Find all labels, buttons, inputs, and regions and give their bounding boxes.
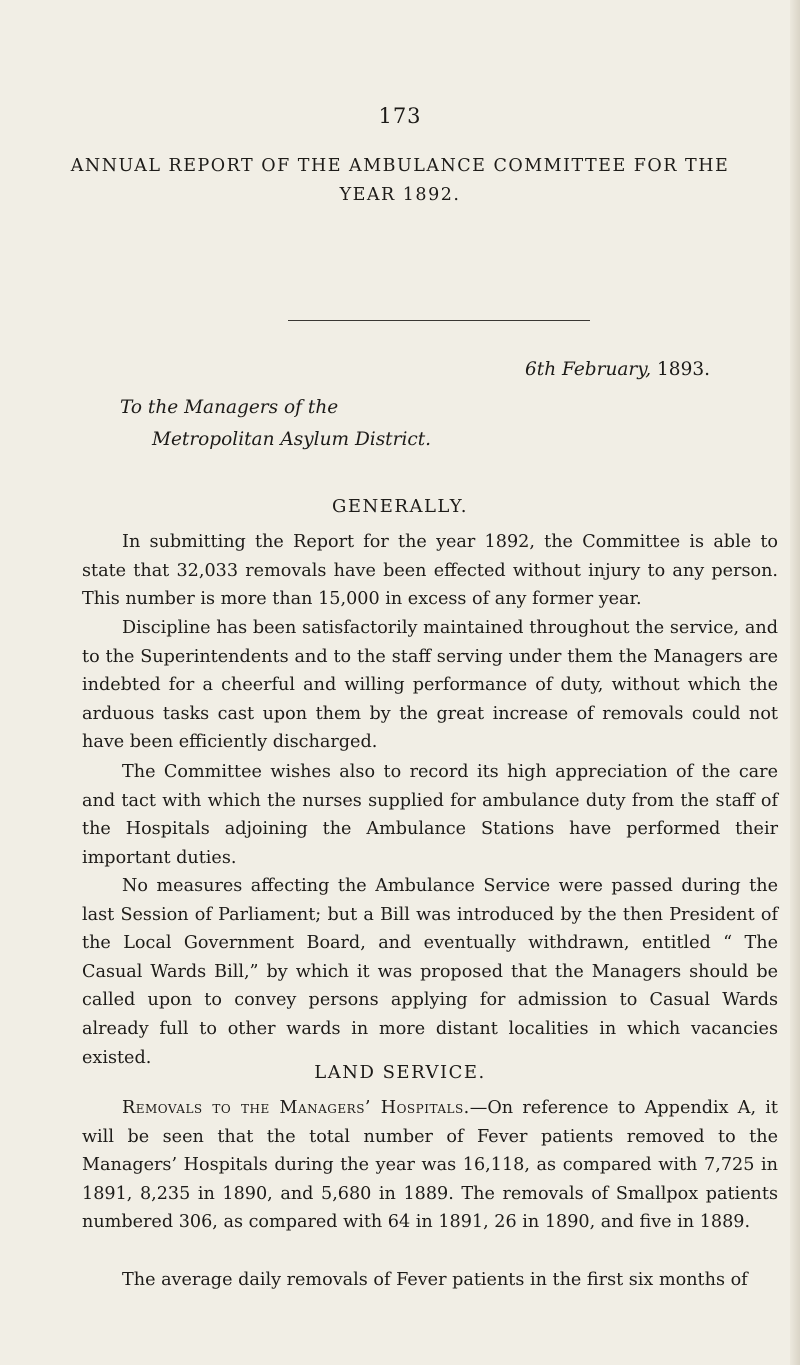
section-heading-generally: GENERALLY.: [332, 496, 468, 517]
paragraph: In submitting the Report for the year 1892, the Committee is able to state that 32,033 removals have been effected without injury to any person. This number is more than 15,000 in excess of any former year.: [82, 532, 778, 610]
date-day-month: 6th February,: [525, 359, 652, 380]
report-date: [525, 359, 710, 380]
addressee-line-2: Metropolitan Asylum District.: [152, 429, 432, 450]
title-divider: [288, 320, 590, 321]
section-heading-land-service: LAND SERVICE.: [314, 1062, 486, 1083]
paragraph: No measures affecting the Ambulance Service were passed during the last Session of Parliament; but a Bill was introduced by the then President of the Local Government Board, and eventually withdrawn, entitled “ The Casual Wards Bill,” by which it was proposed that the Managers should be called upon to convey persons applying for admission to Casual Wards already full to other wards in more distant localities in which vacancies existed.: [82, 876, 778, 1068]
paragraph: Discipline has been satisfactorily maintained throughout the service, and to the Superintendents and to the staff serving under them the Managers are indebted for a cheerful and willing performance of duty, without which the arduous tasks cast upon them by the great increase of removals could not have been efficiently discharged.: [82, 618, 778, 753]
date-year: 1893.: [657, 359, 710, 380]
paragraph: Removals to the Managers’ Hospitals.—On reference to Appendix A, it will be seen that the total number of Fever patients removed to the Managers’ Hospitals during the year was 16,118, as compared with 7,725 in 1891, 8,235 in 1890, and 5,680 in 1889. The removals of Smallpox patients numbered 306, as compared with 64 in 1891, 26 in 1890, and five in 1889.: [82, 1098, 779, 1233]
report-title: ANNUAL REPORT OF THE AMBULANCE COMMITTEE FOR THE YEAR 1892.: [70, 156, 730, 205]
paragraph: The Committee wishes also to record its high appreciation of the care and tact with which the nurses supplied for ambulance duty from the staff of the Hospitals adjoining the Ambulance Stations have performed their important duties.: [82, 762, 778, 868]
addressee-block: [120, 392, 431, 456]
page-edge-shadow: [790, 0, 800, 1365]
page-number: 173: [378, 104, 422, 128]
paragraph: The average daily removals of Fever patients in the first six months of: [122, 1270, 748, 1290]
addressee-line-1: To the Managers of the: [120, 397, 339, 418]
paragraph-lead-in: Removals to the Managers’ Hospitals.: [122, 1098, 470, 1118]
